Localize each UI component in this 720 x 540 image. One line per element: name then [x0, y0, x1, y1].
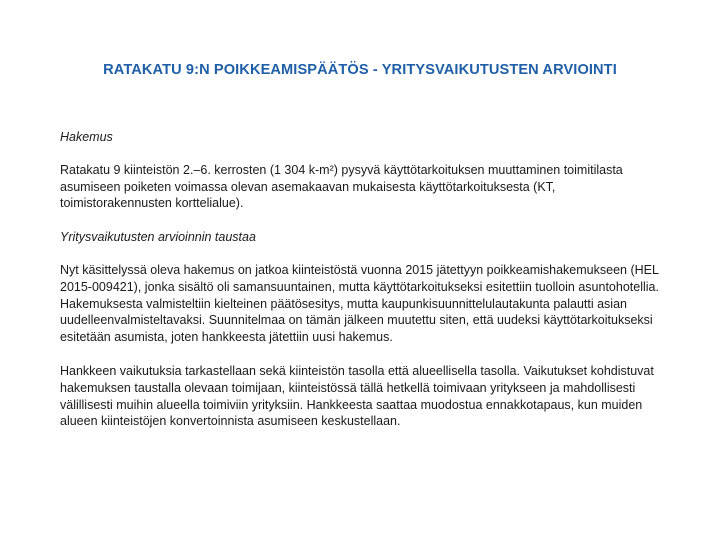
paragraph: Ratakatu 9 kiinteistön 2.–6. kerrosten (1 304 k-m²) pysyvä käyttötarkoituksen muuttaminen toimitilasta asumiseen poiketen voimassa olevan asemakaavan mukaisesta käyttötarkoituksesta (KT, toimistorakennusten korttelialue). [60, 162, 623, 211]
section-hakemus [60, 129, 670, 212]
section-heading: Hakemus [60, 130, 113, 144]
document-body [60, 129, 670, 447]
paragraph: Hankkeen vaikutuksia tarkastellaan sekä kiinteistön tasolla että alueellisella tasolla. Vaikutukset kohdistuvat hakemuksen taustalla olevaan toimijaan, kiinteistössä tällä hetkellä toimivaan yritykseen ja mahdollisesti välillisesti muihin alueella toimiviin yrityksiin. Hankkeesta saattaa muodostua ennakkotapaus, kun muiden alueen kiinteistöjen konvertoinnista asumiseen keskustellaan. [60, 363, 654, 429]
section-background [60, 229, 670, 430]
section-heading: Yritysvaikutusten arvioinnin taustaa [60, 230, 256, 245]
page-title: RATAKATU 9:N POIKKEAMISPÄÄTÖS - YRITYSVAIKUTUSTEN ARVIOINTI [103, 62, 617, 78]
paragraph: Nyt käsittelyssä oleva hakemus on jatkoa kiinteistöstä vuonna 2015 jätettyyn poikkeamishakemukseen (HEL 2015-009421), jonka sisältö oli samansuuntainen, mutta käyttötarkoitukseksi esitettiin tuolloin asuntohotellia. Hakemuksesta valmisteltiin kielteinen päätösesitys, mutta kaupunkisuunnittelulautakunta palautti asian uudelleenvalmisteltavaksi. Suunnitelmaa on tämän jälkeen muutettu siten, että uudeksi käyttötarkoitukseksi esitetään asumista, joten hankkeesta jätettiin uusi hakemus. [60, 262, 659, 345]
